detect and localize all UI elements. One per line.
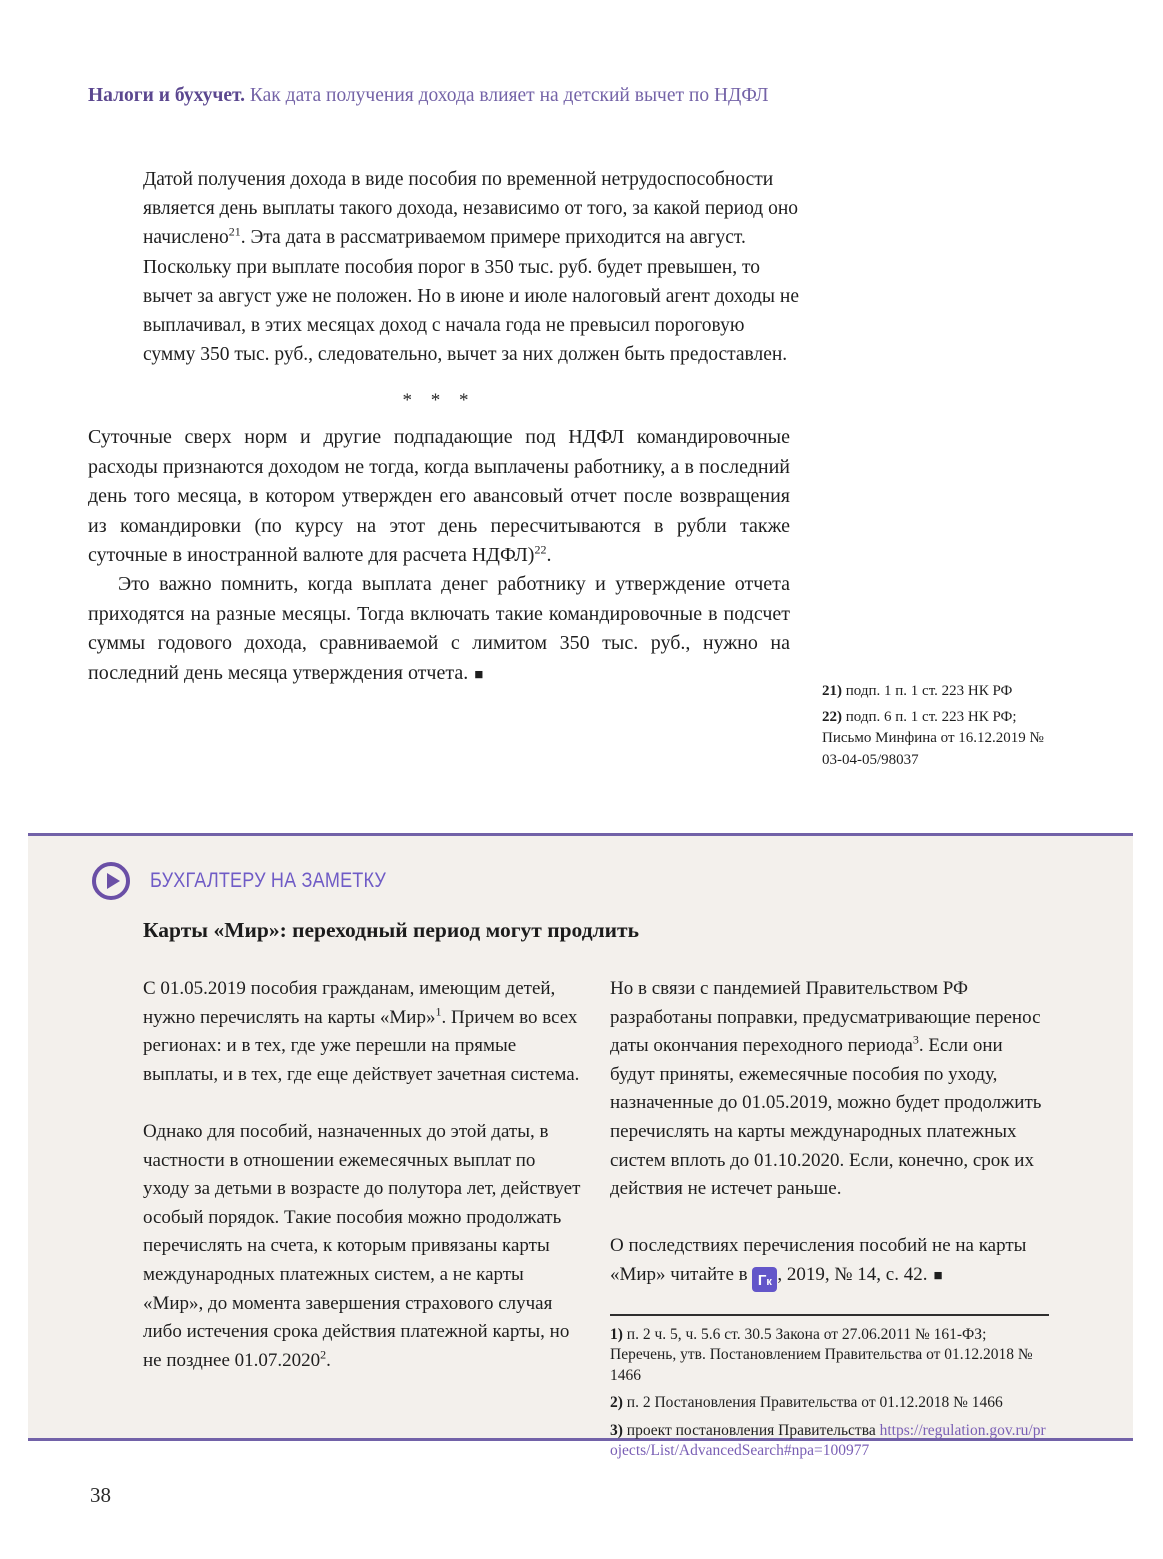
article-title: Как дата получения дохода влияет на детский вычет по НДФЛ bbox=[245, 85, 769, 106]
footnote-3-number: 3) bbox=[610, 1421, 623, 1439]
footnote-2-text: п. 2 Постановления Правительства от 01.12.2018 № 1466 bbox=[622, 1394, 1003, 1412]
margin-note-21-text: подп. 1 п. 1 ст. 223 НК РФ bbox=[842, 683, 1013, 699]
note-footnotes bbox=[610, 1325, 1049, 1462]
note-right-2-text-2: , 2019, № 14, с. 42. bbox=[777, 1263, 928, 1285]
margin-note-22-number: 22) bbox=[822, 708, 842, 725]
margin-note-22 bbox=[822, 707, 1054, 772]
footnote-ref-21: 21 bbox=[228, 224, 241, 239]
footnote-1 bbox=[610, 1325, 1049, 1387]
footnote-1-text: п. 2 ч. 5, ч. 5.6 ст. 30.5 Закона от 27.06.2011 № 161-ФЗ; Перечень, утв. Постановлением Правительства от 01.12.2018 № 1466 bbox=[610, 1325, 1033, 1384]
body-1-text-1: Суточные сверх норм и другие подпадающие под НДФЛ командировочные расходы признаются доходом не тогда, когда выплачены работнику, а в последний день того месяца, в котором утвержден его авансовый отчет после возвращения из командировки (по курсу на этот день пересчитываются в рубли также суточные в иностранной валюте для расчета НДФЛ) bbox=[88, 426, 790, 567]
body-paragraph-1 bbox=[88, 423, 790, 570]
note-right-2-text-1: О последствиях перечисления пособий не на карты «Мир» читайте в bbox=[610, 1235, 1027, 1285]
body-1-text-2: . bbox=[546, 544, 552, 567]
article-end-square-mark: ■ bbox=[474, 666, 484, 683]
footnote-ref-1: 1 bbox=[435, 1004, 442, 1019]
note-left-1-text-1: С 01.05.2019 пособия гражданам, имеющим детей, нужно перечислять на карты «Мир» bbox=[143, 978, 556, 1028]
note-left-paragraph-2 bbox=[143, 1118, 582, 1375]
gk-magazine-icon bbox=[752, 1267, 777, 1292]
example-paragraph bbox=[143, 165, 801, 369]
example-text-2: . Эта дата в рассматриваемом примере приходится на август. Поскольку при выплате пособия порог в 350 тыс. руб. будет превышен, то вычет за август уже не положен. Но в июне и июле налоговый агент доходы не выплачивал, в этих месяцах доход с начала года не превысил пороговую сумму 350 тыс. руб., следовательно, вычет за них должен быть предоставлен. bbox=[143, 227, 799, 366]
page-header bbox=[88, 84, 790, 108]
footnote-ref-22: 22 bbox=[534, 542, 547, 557]
footnote-3-link[interactable]: https://regulation.gov.ru/projects/List/AdvancedSearch#npa=100977 bbox=[610, 1421, 1046, 1460]
margin-note-21 bbox=[822, 681, 1054, 703]
note-left-1-text-2: . Причем во всех регионах: и в тех, где уже перешли на прямые выплаты, и в тех, где еще действует зачетная система. bbox=[143, 1006, 580, 1085]
note-end-square-mark: ■ bbox=[933, 1267, 943, 1284]
footnote-2-number: 2) bbox=[610, 1394, 623, 1412]
footnote-3-text: проект постановления Правительства bbox=[622, 1421, 880, 1439]
example-text-1: Датой получения дохода в виде пособия по временной нетрудоспособности является день выплаты такого дохода, независимо от того, за какой период оно начислено bbox=[143, 169, 799, 249]
accountant-note-box bbox=[28, 833, 1133, 1460]
note-right-1-text-1: Но в связи с пандемией Правительством РФ разработаны поправки, предусматривающие перенос даты окончания переходного периода bbox=[610, 978, 1041, 1057]
note-right-paragraph-1 bbox=[610, 975, 1049, 1204]
note-column-left bbox=[143, 975, 582, 1469]
note-left-2-text-1: Однако для пособий, назначенных до этой даты, в частности в отношении ежемесячных выплат по уходу за детьми в возрасте до полутора лет, действует особый порядок. Такие пособия можно продолжать перечислять на счета, к которым привязаны карты международных платежных систем, а не карты «Мир», до момента завершения страхового случая либо истечения срока действия платежной карты, но не позднее 01.07.2020 bbox=[143, 1120, 581, 1371]
note-left-2-text-2: . bbox=[326, 1349, 331, 1371]
play-icon bbox=[92, 862, 130, 900]
page-number: 38 bbox=[90, 1483, 111, 1507]
body-2-text: Это важно помнить, когда выплата денег работнику и утверждение отчета приходятся на разные месяцы. Тогда включать такие командировочные в подсчет суммы годового дохода, сравниваемой с лимитом 350 тыс. руб., нужно на последний день месяца утверждения отчета. bbox=[88, 573, 790, 684]
note-left-paragraph-1 bbox=[143, 975, 582, 1089]
brand-name: Налоги и бухучет. bbox=[88, 85, 246, 106]
margin-footnotes bbox=[822, 681, 1054, 775]
note-right-1-text-2: . Если они будут приняты, ежемесячные пособия по уходу, назначенные до 01.05.2019, можно будет продолжить перечислять на карты международных платежных систем вплоть до 01.10.2020. Если, конечно, срок их действия не истечет раньше. bbox=[610, 1035, 1042, 1200]
footnote-ref-2: 2 bbox=[320, 1347, 327, 1362]
footnote-2 bbox=[610, 1393, 1049, 1414]
gk-icon-letter-big: Г bbox=[757, 1271, 767, 1289]
footnote-ref-3: 3 bbox=[912, 1032, 919, 1047]
note-box-label: БУХГАЛТЕРУ НА ЗАМЕТКУ bbox=[150, 869, 387, 892]
margin-note-22-text: подп. 6 п. 1 ст. 223 НК РФ; Письмо Минфина от 16.12.2019 № 03-04-05/98037 bbox=[822, 708, 1044, 768]
note-box-title: Карты «Мир»: переходный период могут продлить bbox=[143, 918, 639, 942]
note-box-columns bbox=[143, 975, 1049, 1469]
gk-icon-letter-small: к bbox=[766, 1275, 772, 1288]
footnote-3 bbox=[610, 1421, 1049, 1462]
margin-note-21-number: 21) bbox=[822, 683, 842, 699]
footnote-1-number: 1) bbox=[610, 1325, 623, 1343]
body-paragraph-2 bbox=[88, 570, 790, 690]
footnote-divider bbox=[610, 1314, 1049, 1316]
note-box-header bbox=[92, 862, 424, 900]
section-separator: * * * bbox=[402, 390, 476, 412]
note-right-paragraph-2 bbox=[610, 1232, 1049, 1292]
note-column-right bbox=[610, 975, 1049, 1469]
main-article bbox=[88, 84, 799, 690]
